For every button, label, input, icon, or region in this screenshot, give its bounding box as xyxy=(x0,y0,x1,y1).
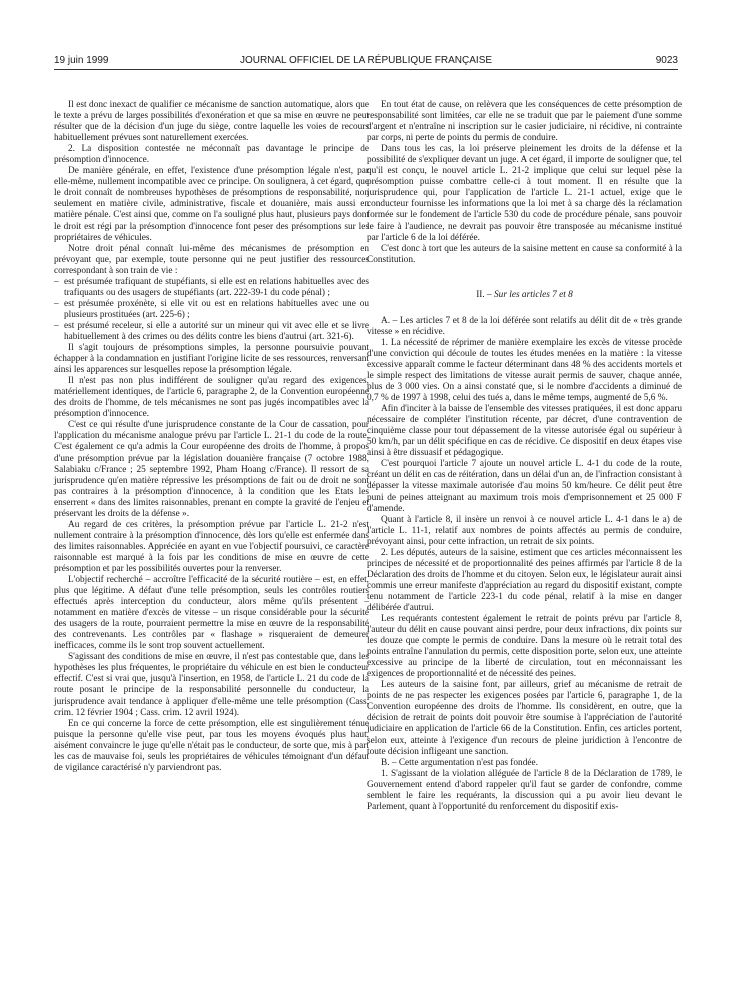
section-heading xyxy=(367,290,682,301)
header-journal-title: JOURNAL OFFICIEL DE LA RÉPUBLIQUE FRANÇAISE xyxy=(239,55,493,66)
paragraph: C'est ce qui résulte d'une jurisprudence constante de la Cour de cassation, pour l'application du mécanisme analogue prévu par l'article L. 21-1 du code de la route. C'est également ce qu'a admis la Cour européenne des droits de l'homme, à propos d'une présomption prévue par la législation douanière française (7 octobre 1988, Salabiaku c/France ; 25 septembre 1992, Pham Hoang c/France). Il ressort de sa jurisprudence qu'en matière répressive les présomptions de fait ou de droit ne sont pas contraires à la présomption d'innocence, à la condition que les Etats les enserrent « dans des limites raisonnables, prenant en compte la gravité de l'enjeu et préservant les droits de la défense ». xyxy=(54,420,369,519)
list-item: – est présumé receleur, si elle a autorité sur un mineur qui vit avec elle et se livre habituellement à des crimes ou des délits contre les biens d'autrui (art. 321-6). xyxy=(54,321,369,343)
paragraph: 1. La nécessité de réprimer de manière exemplaire les excès de vitesse procède d'une conviction qui découle de toutes les études menées en la matière : la vitesse excessive apparaît comme le facteur déterminant dans 48 % des accidents mortels et le simple respect des limitations de vitesse aurait permis de sauver, chaque année, plus de 3 000 vies. On a ainsi constaté que, si le nombre d'accidents a diminué de 0,7 % de 1997 à 1998, celui des tués a, dans le même temps, augmenté de 5,6 %. xyxy=(367,337,682,404)
left-column xyxy=(54,100,369,774)
section-heading-title: Sur les articles 7 et 8 xyxy=(494,289,573,300)
paragraph: B. – Cette argumentation n'est pas fondée. xyxy=(381,757,538,768)
paragraph: C'est pourquoi l'article 7 ajoute un nouvel article L. 4-1 du code de la route, créant un délit en cas de réitération, dans un délai d'un an, de l'infraction consistant à dépasser la vitesse maximale autorisée d'au moins 50 km/heure. Ce délit peut être puni de peines atteignant au maximum trois mois d'emprisonnement et 25 000 F d'amende. xyxy=(367,459,682,514)
header-rule xyxy=(54,69,678,70)
paragraph: Au regard de ces critères, la présomption prévue par l'article L. 21-2 n'est nullement contraire à la présomption d'innocence, dès lors qu'elle est enfermée dans des limites raisonnables. Appréciée en ayant en vue l'objectif poursuivi, ce caractère raisonnable est marqué à la fois par les conditions de mise en œuvre de cette présomption et par les possibilités ouvertes pour la renverser. xyxy=(54,519,369,574)
paragraph: 2. La disposition contestée ne méconnaît pas davantage le principe de présomption d'innocence. xyxy=(54,144,369,166)
header-date: 19 juin 1999 xyxy=(54,55,109,66)
list-item: – est présumée proxénète, si elle vit ou est en relations habituelles avec une ou plusieurs prostituées (art. 225-6) ; xyxy=(54,299,369,321)
paragraph: En ce qui concerne la force de cette présomption, elle est singulièrement ténue puisque la personne qu'elle vise peut, par tous les moyens évoqués plus haut, aisément convaincre le juge qu'elle n'était pas le conducteur, de sorte que, mis à part les cas de mauvaise foi, seuls les propriétaires de véhicules témoignant d'un défaut de vigilance caractérisé n'y parviendront pas. xyxy=(54,718,369,773)
paragraph: 2. Les députés, auteurs de la saisine, estiment que ces articles méconnaissent les principes de nécessité et de proportionnalité des peines affirmés par l'article 8 de la Déclaration des droits de l'homme et du citoyen. Selon eux, le législateur aurait ainsi commis une erreur manifeste d'appréciation au regard du dispositif existant, compte tenu notamment de l'article 223-1 du code pénal, relatif à la mise en danger délibérée d'autrui. xyxy=(367,547,682,613)
paragraph: Dans tous les cas, la loi préserve pleinement les droits de la défense et la possibilité de s'expliquer devant un juge. A cet égard, il importe de souligner que, tel qu'il est conçu, le nouvel article L. 21-2 implique que celui sur lequel pèse la présomption puisse combattre celle-ci à tout moment. Il en résulte que la jurisprudence qui, pour l'application de l'article L. 21-1 actuel, exige que le conducteur fournisse les informations que la loi met à sa charge dès la réclamation formée sur le fondement de l'article 530 du code de procédure pénale, sans pouvoir le faire à l'audience, ne devrait pas pouvoir être transposée au mécanisme institué par l'article 6 de la loi déférée. xyxy=(367,144,682,243)
paragraph: Les requérants contestent également le retrait de points prévu par l'article 8, l'auteur du délit en cause pouvant ainsi perdre, pour deux infractions, dix points sur les douze que compte le permis de conduire. Dans la mesure où le retrait total des points entraîne l'annulation du permis, cette disposition porte, selon eux, une atteinte excessive au principe de la liberté de circulation, tout en méconnaissant les exigences de proportionnalité et de nécessité des peines. xyxy=(367,614,682,680)
page-header xyxy=(54,55,678,69)
list-item: – est présumée trafiquant de stupéfiants, si elle est en relations habituelles avec des trafiquants ou des usagers de stupéfiants (art. 222-39-1 du code pénal) ; xyxy=(54,277,369,299)
paragraph: Notre droit pénal connaît lui-même des mécanismes de présomption en prévoyant que, par exemple, toute personne qui ne peut justifier des ressources correspondant à son train de vie : xyxy=(54,243,369,276)
paragraph: Il n'est pas non plus indifférent de souligner qu'au regard des exigences, matériellement identiques, de l'article 6, paragraphe 2, de la Convention européenne des droits de l'homme, de tels mécanismes ne sont pas jugés incompatibles avec la présomption d'innocence. xyxy=(54,376,369,420)
paragraph: 1. S'agissant de la violation alléguée de l'article 8 de la Déclaration de 1789, le Gouvernement entend d'abord rappeler qu'il faut se garder de confondre, comme semblent le faire les requérants, la discussion qui a pu avoir lieu devant le Parlement, quant à l'opportunité du renforcement du dispositif exis- xyxy=(367,768,682,812)
paragraph: Les auteurs de la saisine font, par ailleurs, grief au mécanisme de retrait de points de ne pas respecter les exigences posées par l'article 6, paragraphe 1, de la Convention européenne des droits de l'homme. Ils considèrent, en outre, que la décision de retrait de points doit pouvoir être soumise à l'appréciation de l'autorité judiciaire en application de l'article 66 de la Constitution. Enfin, ces articles portent, selon eux, atteinte à l'exigence d'un recours de pleine juridiction à l'encontre de toute décision infligeant une sanction. xyxy=(367,680,682,757)
right-column xyxy=(367,100,682,813)
paragraph: En tout état de cause, on relèvera que les conséquences de cette présomption de responsabilité sont limitées, car elle ne se traduit que par le paiement d'une somme d'argent et n'entraîne ni inscription sur le casier judiciaire, ni récidive, ni contrainte par corps, ni perte de points du permis de conduire. xyxy=(367,100,682,144)
paragraph: De manière générale, en effet, l'existence d'une présomption légale n'est, par elle-même, nullement incompatible avec ce principe. On soulignera, à cet égard, que le droit connaît de nombreuses hypothèses de présomptions de responsabilité, non seulement en matière civile, administrative, fiscale et douanière, mais aussi en matière pénale. C'est ainsi que, comme on l'a souligné plus haut, plusieurs pays dont le droit est régi par la présomption d'innocence font peser des présomptions sur les propriétaires de véhicules. xyxy=(54,166,369,243)
paragraph: S'agissant des conditions de mise en œuvre, il n'est pas contestable que, dans les hypothèses les plus fréquentes, le propriétaire du véhicule en est bien le conducteur effectif. C'est si vrai que, jusqu'à l'insertion, en 1958, de l'article L. 21 du code de la route posant le principe de la responsabilité personnelle du conducteur, la jurisprudence avait tendance à appliquer d'elle-même une telle présomption (Cass. crim. 12 février 1904 ; Cass. crim. 12 avril 1924). xyxy=(54,652,369,718)
paragraph: Quant à l'article 8, il insère un renvoi à ce nouvel article L. 4-1 dans le a) de l'article L. 11-1, relatif aux nombres de points affectés au permis de conduire, prévoyant ainsi, pour cette infraction, un retrait de six points. xyxy=(367,514,682,547)
paragraph: Afin d'inciter à la baisse de l'ensemble des vitesses pratiquées, il est donc apparu nécessaire de compléter l'institution récente, par décret, d'une contravention de cinquième classe pour tout dépassement de la vitesse autorisée égal ou supérieur à 50 km/h, par un délit spécifique en cas de récidive. Ce dispositif en deux étapes vise ainsi à être dissuasif et pédagogique. xyxy=(367,404,682,459)
paragraph: L'objectif recherché – accroître l'efficacité de la sécurité routière – est, en effet, plus que légitime. A défaut d'une telle présomption, seuls les contrôles routiers effectués après interception du conducteur, alors même qu'ils présentent – notamment en matière d'excès de vitesse – un risque considérable pour la sécurité des usagers de la route, pourraient permettre la mise en œuvre de la responsabilité des contrevenants. Les contrôles par « flashage » risqueraient de demeurer inefficaces, comme ils le sont trop souvent actuellement. xyxy=(54,575,369,652)
paragraph: C'est donc à tort que les auteurs de la saisine mettent en cause sa conformité à la Constitution. xyxy=(367,243,682,265)
header-page-number: 9023 xyxy=(655,55,678,66)
paragraph: Il s'agit toujours de présomptions simples, la personne poursuivie pouvant échapper à la condamnation en justifiant l'origine licite de ses ressources, renversant ainsi les apparences sur lesquelles repose la présomption légale. xyxy=(54,343,369,376)
paragraph: A. – Les articles 7 et 8 de la loi déférée sont relatifs au délit dit de « très grande vitesse » en récidive. xyxy=(367,315,682,337)
section-heading-number: II. – xyxy=(476,289,492,300)
paragraph: Il est donc inexact de qualifier ce mécanisme de sanction automatique, alors que le texte a prévu de larges possibilités d'exonération et que sa mise en œuvre ne peut résulter que de la décision d'un juge du siège, contre laquelle les voies de recours habituellement prévues sont naturellement exercées. xyxy=(54,100,369,144)
